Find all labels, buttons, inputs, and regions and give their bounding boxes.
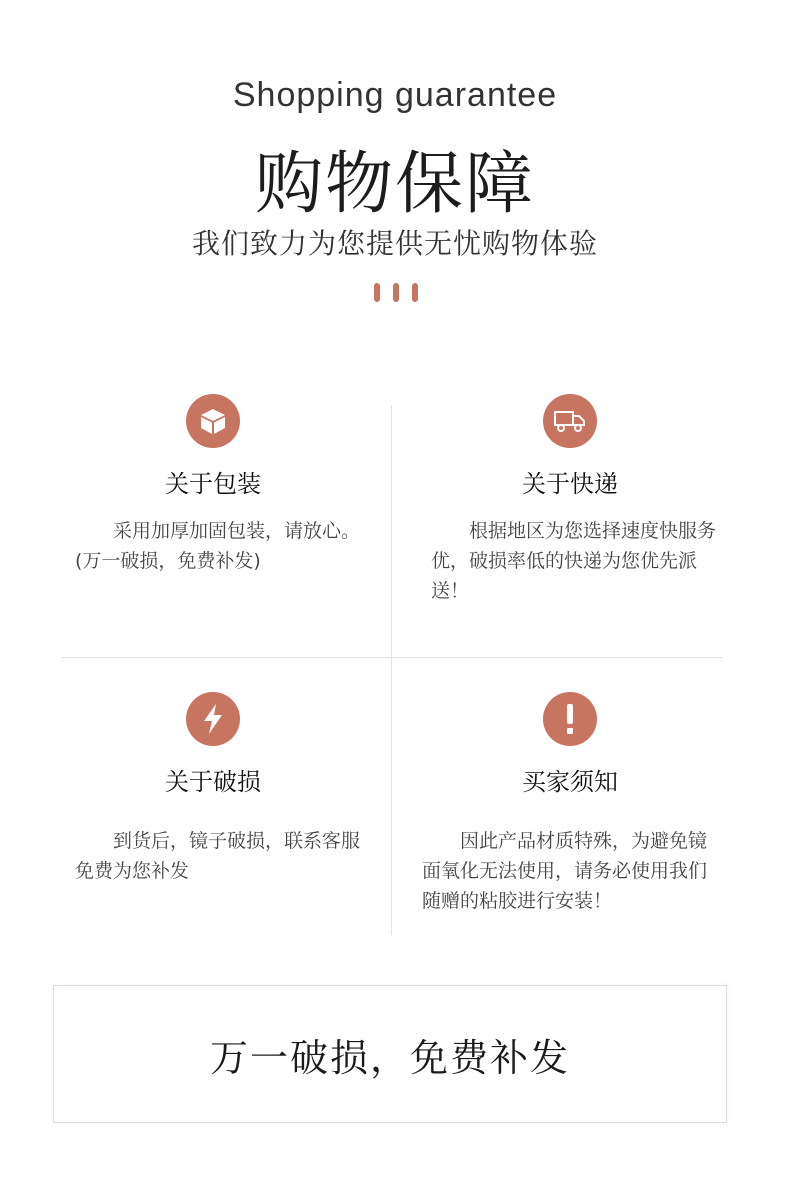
free-replacement-banner: 万一破损，免费补发 (53, 985, 727, 1123)
grid-divider-vertical (391, 405, 392, 935)
card-title-damage: 关于破损 (165, 768, 261, 796)
truck-icon (543, 394, 597, 448)
card-desc-packaging: 采用加厚加固包装，请放心。(万一破损，免费补发) (75, 520, 361, 572)
card-title-packaging: 关于包装 (165, 470, 261, 498)
box-icon (186, 394, 240, 448)
chinese-subtitle: 我们致力为您提供无忧购物体验 (191, 227, 598, 260)
chinese-title: 购物保障 (254, 145, 535, 224)
card-title-delivery: 关于快递 (522, 470, 618, 498)
decorative-bars (374, 283, 418, 303)
exclamation-icon (543, 692, 597, 746)
card-desc-damage: 到货后，镜子破损，联系客服免费为您补发 (75, 830, 361, 882)
card-desc-buyer-notice: 因此产品材质特殊，为避免镜面氧化无法使用，请务必使用我们随赠的粘胶进行安装！ (422, 830, 708, 912)
english-title: Shopping guarantee (232, 76, 558, 114)
card-desc-delivery: 根据地区为您选择速度快服务优，破损率低的快递为您优先派送！ (431, 520, 717, 602)
card-title-buyer-notice: 买家须知 (522, 768, 618, 796)
grid-divider-horizontal (62, 657, 722, 658)
lightning-icon (186, 692, 240, 746)
